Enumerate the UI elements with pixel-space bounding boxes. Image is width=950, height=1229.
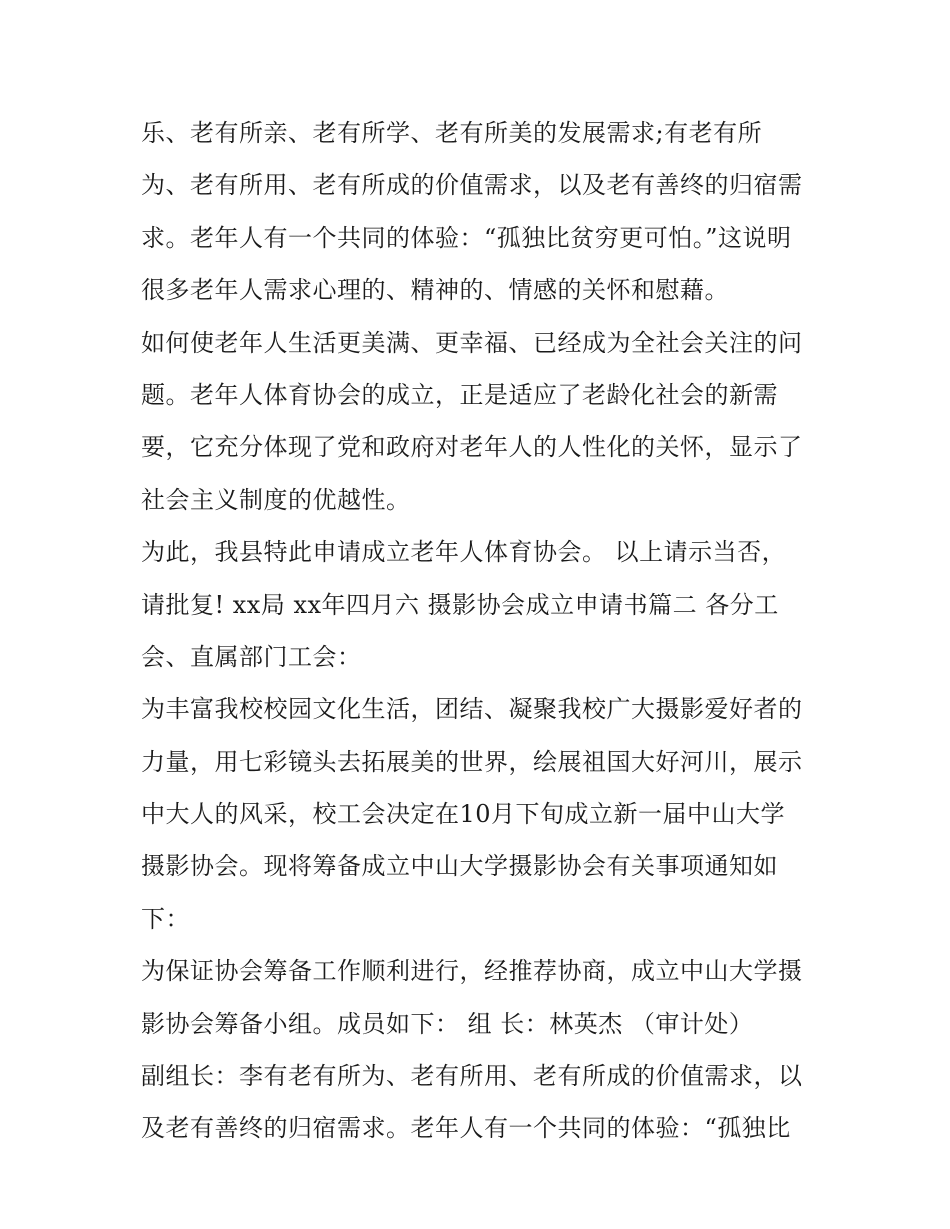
text-line-8: 社会主义制度的优越性。 — [141, 485, 411, 514]
text-line-10: 请批复! xx局 xx年四月六 摄影协会成立申请书篇二 各分工 — [141, 590, 779, 619]
text-line-15: 摄影协会。现将筹备成立中山大学摄影协会有关事项通知如 — [141, 852, 778, 881]
text-line-11: 会、直属部门工会： — [141, 642, 362, 671]
text-line-6: 题。老年人体育协会的成立，正是适应了老龄化社会的新需 — [141, 380, 778, 409]
document-body — [141, 107, 821, 1155]
text-line-19: 副组长：李有老有所为、老有所用、老有所成的价值需求，以 — [141, 1062, 803, 1091]
text-line-13: 力量，用七彩镜头去拓展美的世界，绘展祖国大好河川，展示 — [141, 747, 803, 776]
text-line-4: 很多老年人需求心理的、精神的、情感的关怀和慰藉。 — [141, 276, 729, 305]
text-line-1: 乐、老有所亲、老有所学、老有所美的发展需求;有老有所 — [141, 119, 763, 147]
text-line-17: 为保证协会筹备工作顺利进行，经推荐协商，成立中山大学摄 — [141, 957, 803, 986]
text-line-20: 及老有善终的归宿需求。老年人有一个共同的体验：“孤独比 — [141, 1114, 791, 1143]
text-line-12: 为丰富我校校园文化生活，团结、凝聚我校广大摄影爱好者的 — [141, 695, 803, 724]
text-line-7: 要，它充分体现了党和政府对老年人的人性化的关怀，显示了 — [141, 433, 803, 462]
text-line-18: 影协会筹备小组。成员如下： 组 长：林英杰 （审计处） — [141, 1009, 754, 1038]
text-line-3: 求。老年人有一个共同的体验：“孤独比贫穷更可怕。”这说明 — [141, 223, 792, 252]
text-line-5: 如何使老年人生活更美满、更幸福、已经成为全社会关注的问 — [141, 328, 803, 357]
text-line-16: 下： — [141, 904, 190, 933]
text-line-2: 为、老有所用、老有所成的价值需求，以及老有善终的归宿需 — [141, 171, 803, 200]
text-line-14: 中大人的风采，校工会决定在10月下旬成立新一届中山大学 — [141, 800, 786, 829]
text-line-9: 为此，我县特此申请成立老年人体育协会。 以上请示当否， — [141, 538, 787, 567]
